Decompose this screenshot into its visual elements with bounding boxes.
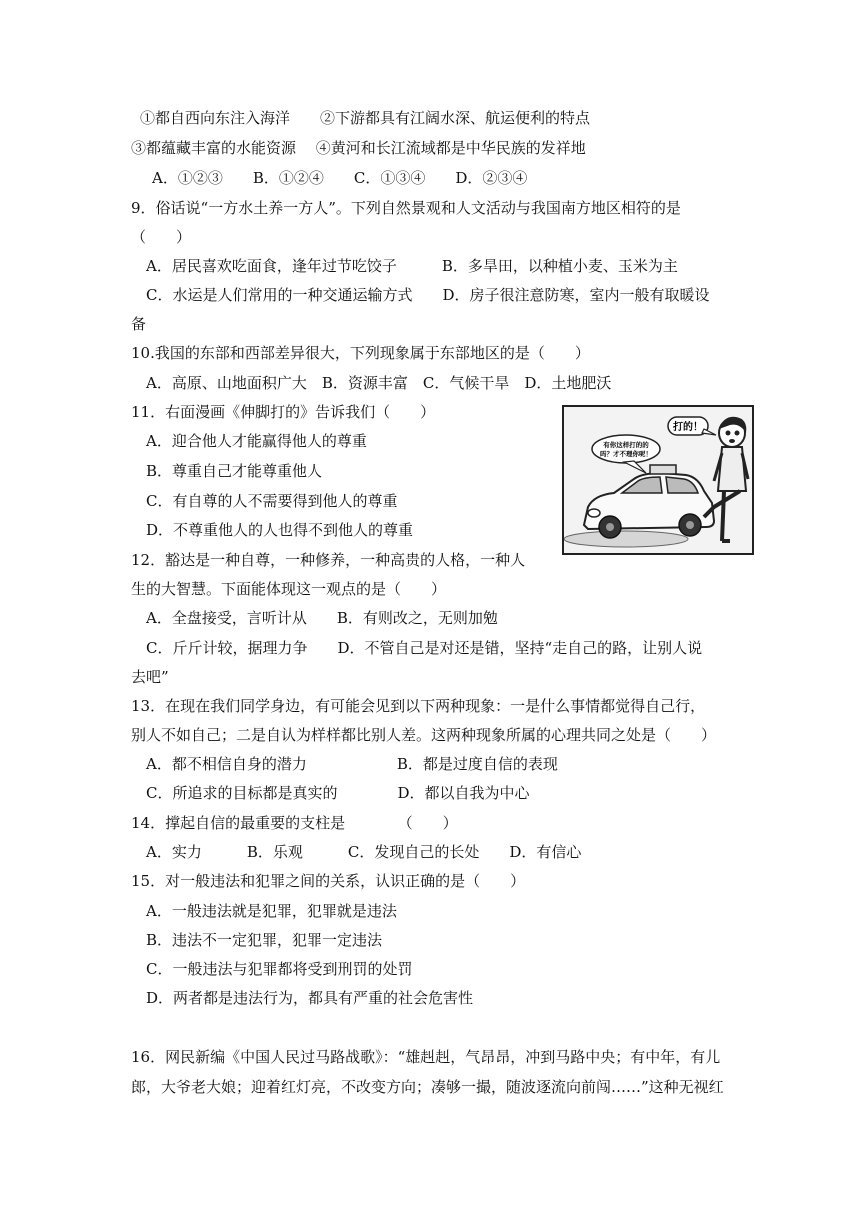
q10-stem: 10.我国的东部和西部差异很大，下列现象属于东部地区的是（ ） [131, 344, 590, 362]
q14-stem: 14．撑起自信的最重要的支柱是 （ ） [131, 814, 458, 832]
q8-option-1-2: ①都自西向东注入海洋 ②下游都具有江阔水深、航运便利的特点 [140, 109, 591, 127]
q11-choice-b: B．尊重自己才能尊重他人 [146, 462, 323, 480]
comic-drawing [564, 407, 752, 553]
person-eye-right [735, 431, 740, 436]
speech-text-person: 打的！ [673, 422, 703, 433]
q9-blank: （ ） [131, 228, 192, 246]
q9-stem: 9．俗话说“一方水土养一方人”。下列自然景观和人文活动与我国南方地区相符的是 [131, 199, 681, 217]
q9-choices-cd: C．水运是人们常用的一种交通运输方式 D．房子很注意防寒，室内一般有取暖设 [146, 286, 710, 304]
speech-text-taxi-line1: 有你这样打的的 [603, 441, 649, 449]
q15-choice-a: A．一般违法就是犯罪，犯罪就是违法 [146, 902, 397, 920]
q8-choices: A．①②③ B．①②④ C．①③④ D．②③④ [152, 169, 528, 187]
taxi-hubcap-rear [686, 521, 694, 529]
q11-choice-c: C．有自尊的人不需要得到他人的尊重 [146, 492, 398, 510]
q8-option-3-4: ③都蕴藏丰富的水能资源 ④黄河和长江流域都是中华民族的发祥地 [131, 139, 586, 157]
taxi-sign [650, 465, 676, 474]
q15-choice-c: C．一般违法与犯罪都将受到刑罚的处罚 [146, 960, 413, 978]
q12-choices-cd-wrap: 去吧” [131, 668, 169, 686]
q15-choice-b: B．违法不一定犯罪，犯罪一定违法 [146, 931, 383, 949]
speech-text-taxi-line2: 吗？才不理你呢！ [600, 450, 652, 458]
q15-choice-d: D．两者都是违法行为，都具有严重的社会危害性 [146, 989, 474, 1007]
q9-choices-ab: A．居民喜欢吃面食，逢年过节吃饺子 B．多旱田，以种植小麦、玉米为主 [146, 257, 678, 275]
q14-choices: A．实力 B．乐观 C．发现自己的长处 D．有信心 [146, 843, 582, 861]
q12-stem: 12．豁达是一种自尊，一种修养，一种高贵的人格，一种人 [131, 551, 526, 569]
q11-stem: 11．右面漫画《伸脚打的》告诉我们（ ） [131, 403, 436, 421]
q16-stem: 16．网民新编《中国人民过马路战歌》：“雄赳赳，气昂昂，冲到马路中央；有中年，有儿 [131, 1048, 721, 1066]
person-leg-standing [722, 491, 724, 541]
taxi-headlight [588, 509, 600, 517]
q11-choice-d: D．不尊重他人的人也得不到他人的尊重 [146, 521, 414, 539]
q13-choices-cd: C．所追求的目标都是真实的 D．都以自我为中心 [146, 784, 530, 802]
q9-choices-cd-wrap: 备 [131, 315, 147, 333]
puddle-shape [564, 531, 688, 547]
q15-stem: 15．对一般违法和犯罪之间的关系，认识正确的是（ ） [131, 872, 526, 890]
person-mouth [729, 439, 735, 443]
comic-illustration [562, 405, 754, 555]
person-eye-left [726, 431, 731, 436]
q13-choices-ab: A．都不相信自身的潜力 B．都是过度自信的表现 [146, 755, 558, 773]
q16-stem-wrap: 郎，大爷老大娘；迎着红灯亮，不改变方向；凑够一撮，随波逐流向前闯……”这种无视红 [131, 1078, 724, 1096]
q11-choice-a: A．迎合他人才能赢得他人的尊重 [146, 432, 367, 450]
q13-stem-wrap: 别人不如自己；二是自认为样样都比别人差。这两种现象所属的心理共同之处是（ ） [131, 726, 717, 744]
q12-choices-ab: A．全盘接受，言听计从 B．有则改之，无则加勉 [146, 609, 498, 627]
q12-choices-cd: C．斤斤计较，据理力争 D．不管自己是对还是错，坚持“走自己的路，让别人说 [146, 639, 703, 657]
q10-choices: A．高原、山地面积广大 B．资源丰富 C．气候干旱 D．土地肥沃 [146, 374, 612, 392]
q12-stem-wrap: 生的大智慧。下面能体现这一观点的是（ ） [131, 580, 447, 598]
speech-bubble-taxi-tail [624, 461, 646, 473]
taxi-hubcap-front [606, 523, 614, 531]
speech-bubble-taxi [592, 435, 660, 463]
q13-stem: 13．在现在我们同学身边，有可能会见到以下两种现象：一是什么事情都觉得自己行， [131, 697, 706, 715]
